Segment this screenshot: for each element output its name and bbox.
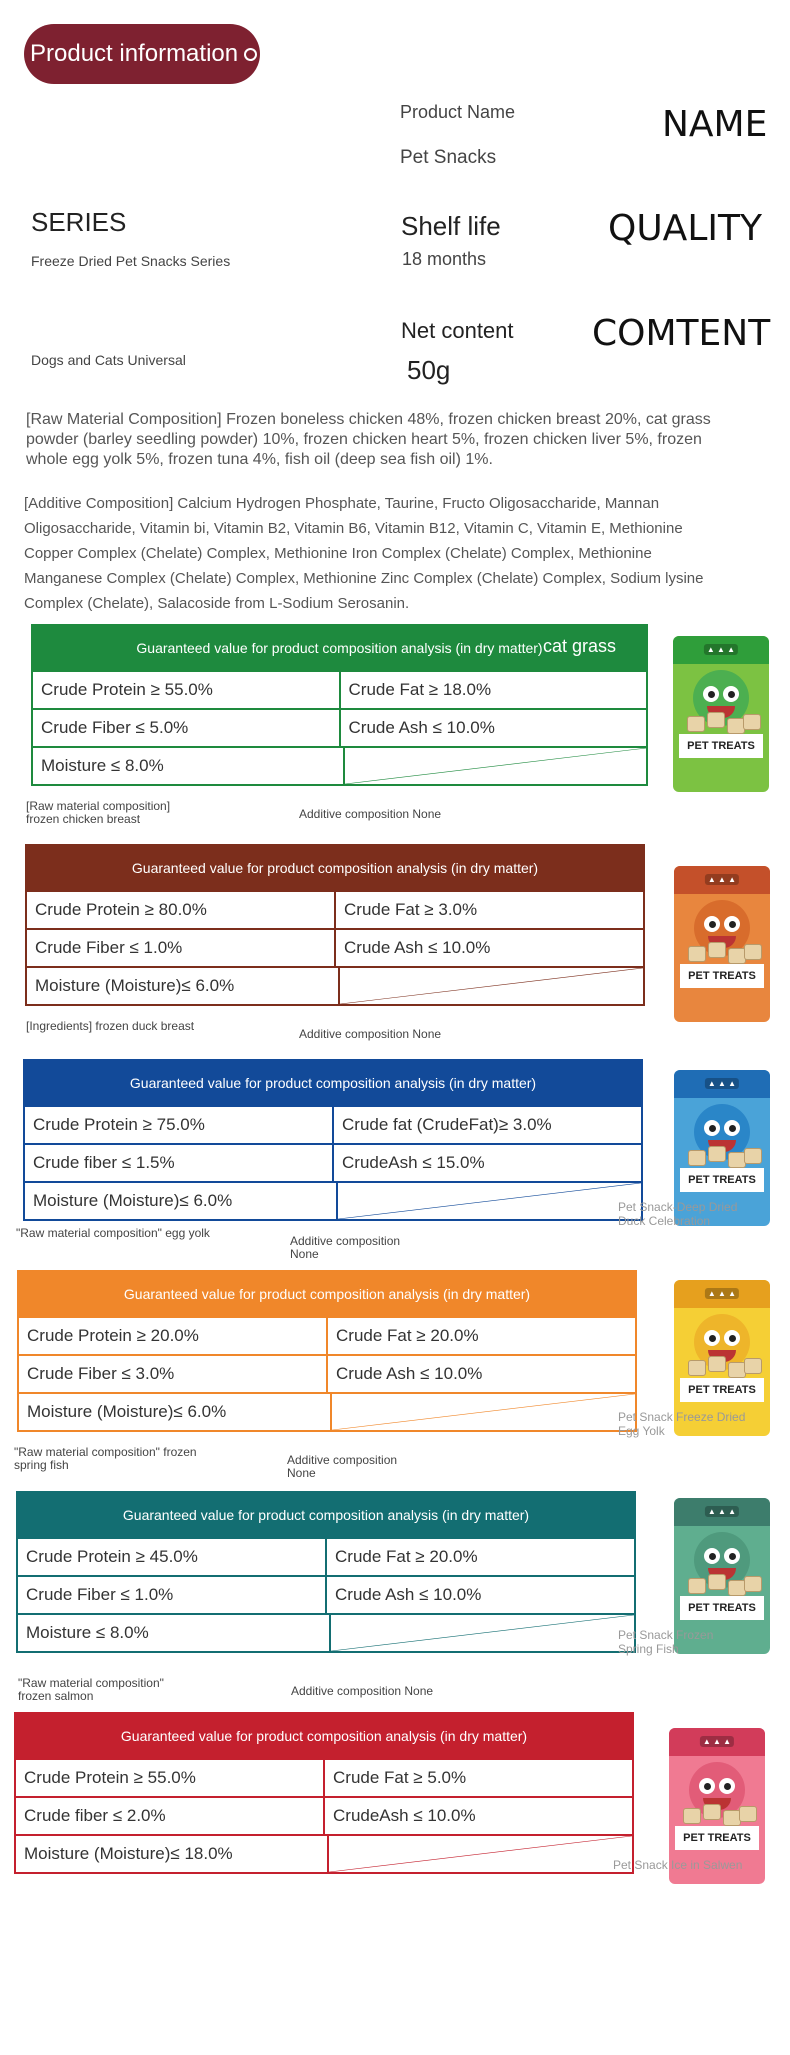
raw-material-note: [Raw material composition] frozen chicken breast bbox=[26, 799, 171, 826]
crude-fat-cell: Crude Fat ≥ 18.0% bbox=[339, 672, 647, 708]
analysis-table bbox=[14, 1712, 634, 1874]
table-header-text: Guaranteed value for product composition analysis (in dry matter) bbox=[120, 1728, 528, 1744]
treat-chunks bbox=[684, 1356, 760, 1378]
table-header-text: Guaranteed value for product composition analysis (in dry matter) bbox=[129, 1075, 537, 1091]
table-row bbox=[19, 1354, 635, 1392]
pet-treats-label: PET TREATS bbox=[675, 1826, 759, 1850]
crude-fiber-cell: Crude Fiber ≤ 5.0% bbox=[41, 718, 189, 737]
table-row bbox=[27, 928, 643, 966]
brand-logo: ▲ ▲ ▲ bbox=[704, 644, 738, 655]
empty-diagonal-cell bbox=[338, 968, 643, 1004]
eye-icon bbox=[699, 1778, 715, 1794]
raw-material-composition: [Raw Material Composition] Frozen boneless chicken 48%, frozen chicken breast 20%, cat grass powder (barley seedling powder) 10%, frozen chicken heart 5%, frozen chicken liver 5%, frozen whole egg yolk 5%, frozen tuna 4%, fish oil (deep sea fish oil) 1%. bbox=[26, 411, 711, 468]
pet-treats-label: PET TREATS bbox=[679, 734, 763, 758]
table-row bbox=[33, 746, 646, 784]
brand-logo: ▲ ▲ ▲ bbox=[705, 1078, 739, 1089]
product-name-label: Product Name bbox=[400, 102, 516, 122]
moisture-cell: Moisture ≤ 8.0% bbox=[26, 1623, 149, 1642]
eye-icon bbox=[704, 1120, 720, 1136]
treat-chunk bbox=[739, 1806, 757, 1822]
table-row bbox=[16, 1834, 632, 1872]
eye-icon bbox=[724, 916, 740, 932]
suitable-value: Dogs and Cats Universal bbox=[31, 352, 186, 368]
eye-icon bbox=[704, 916, 720, 932]
additive-note: Additive composition None bbox=[299, 807, 442, 821]
product-information-banner bbox=[24, 24, 260, 84]
crude-fat-cell: Crude Fat ≥ 5.0% bbox=[323, 1760, 632, 1796]
treat-chunks bbox=[684, 942, 760, 964]
shelf-life-value: 18 months bbox=[402, 249, 487, 269]
crude-fiber-cell: Crude Fiber ≤ 1.0% bbox=[35, 938, 183, 957]
crude-ash-cell: CrudeAsh ≤ 15.0% bbox=[332, 1145, 641, 1181]
treat-chunk bbox=[708, 1356, 726, 1372]
series-heading: SERIES bbox=[31, 207, 127, 237]
empty-diagonal-cell bbox=[336, 1183, 641, 1219]
table-row bbox=[25, 1143, 641, 1181]
crude-protein-cell: Crude Protein ≥ 20.0% bbox=[27, 1326, 199, 1345]
treat-chunk bbox=[708, 1574, 726, 1590]
eye-icon bbox=[724, 1330, 740, 1346]
diagonal-line bbox=[332, 1394, 635, 1430]
crude-fat-cell: Crude fat (CrudeFat)≥ 3.0% bbox=[332, 1107, 641, 1143]
analysis-table bbox=[25, 844, 645, 1006]
table-header bbox=[19, 1272, 635, 1316]
analysis-table bbox=[31, 624, 648, 786]
moisture-cell: Moisture (Moisture)≤ 6.0% bbox=[35, 976, 235, 995]
treat-chunk bbox=[743, 714, 761, 730]
table-row bbox=[18, 1575, 634, 1613]
table-tag: cat grass bbox=[542, 636, 616, 656]
table-header bbox=[18, 1493, 634, 1537]
table-header bbox=[16, 1714, 632, 1758]
diagonal-line bbox=[340, 968, 643, 1004]
content-heading: COMTENT bbox=[592, 313, 771, 354]
moisture-cell: Moisture (Moisture)≤ 6.0% bbox=[33, 1191, 233, 1210]
product-package-image bbox=[674, 866, 770, 1022]
pet-treats-label: PET TREATS bbox=[680, 1378, 764, 1402]
pet-treats-label: PET TREATS bbox=[680, 1596, 764, 1620]
treat-chunk bbox=[744, 1358, 762, 1374]
table-row bbox=[27, 966, 643, 1004]
series-value: Freeze Dried Pet Snacks Series bbox=[31, 253, 231, 269]
quality-heading: QUALITY bbox=[608, 208, 762, 249]
table-header bbox=[27, 846, 643, 890]
raw-material-note: "Raw material composition" frozen salmon bbox=[18, 1676, 164, 1703]
product-name-value: Pet Snacks bbox=[400, 147, 497, 168]
table-row bbox=[19, 1316, 635, 1354]
table-row bbox=[33, 670, 646, 708]
eye-icon bbox=[704, 1548, 720, 1564]
banner-title: Product information bbox=[30, 40, 239, 67]
diagonal-line bbox=[329, 1836, 632, 1872]
crude-fiber-cell: Crude fiber ≤ 2.0% bbox=[24, 1806, 166, 1825]
crude-fat-cell: Crude Fat ≥ 3.0% bbox=[334, 892, 643, 928]
treat-chunk bbox=[708, 1146, 726, 1162]
eye-icon bbox=[724, 1548, 740, 1564]
table-header-text: Guaranteed value for product composition analysis (in dry matter) bbox=[131, 860, 539, 876]
table-row bbox=[33, 708, 646, 746]
shelf-life-label: Shelf life bbox=[401, 211, 501, 241]
analysis-table bbox=[17, 1270, 637, 1432]
eye-icon bbox=[719, 1778, 735, 1794]
table-header bbox=[33, 626, 646, 670]
raw-material-note: [Ingredients] frozen duck breast bbox=[26, 1019, 195, 1033]
package-caption-overlay: Pet Snack Freeze Dried Egg Yolk bbox=[618, 1410, 746, 1438]
crude-ash-cell: Crude Ash ≤ 10.0% bbox=[325, 1577, 634, 1613]
additive-composition: [Additive Composition] Calcium Hydrogen Phosphate, Taurine, Fructo Oligosaccharide, Mannan Oligosaccharide, Vitamin bi, Vitamin B2, Vitamin B6, Vitamin B12, Vitamin C, Vitamin E, Methionine Copper Complex (Chelate) Complex, Methionine Iron Complex (Chelate) Complex, Methionine Manganese Complex (Chelate) Complex, Methionine Zinc Complex (Chelate) Complex, Sodium lysine Complex (Chelate), Salacoside from L-Sodium Serosanin. bbox=[24, 495, 704, 612]
eye-icon bbox=[723, 686, 739, 702]
table-header-text: Guaranteed value for product composition analysis (in dry matter) bbox=[136, 640, 543, 656]
eye-icon bbox=[724, 1120, 740, 1136]
package-caption-overlay: Pet Snack-Deep Dried Duck Celebration bbox=[618, 1200, 738, 1228]
moisture-cell: Moisture (Moisture)≤ 6.0% bbox=[27, 1402, 227, 1421]
empty-diagonal-cell bbox=[330, 1394, 635, 1430]
moisture-cell: Moisture (Moisture)≤ 18.0% bbox=[24, 1844, 233, 1863]
treat-chunk bbox=[744, 944, 762, 960]
additive-note: Additive composition None bbox=[291, 1684, 434, 1698]
crude-protein-cell: Crude Protein ≥ 80.0% bbox=[35, 900, 207, 919]
treat-chunk bbox=[688, 946, 706, 962]
circle-icon bbox=[244, 48, 257, 61]
crude-ash-cell: Crude Ash ≤ 10.0% bbox=[334, 930, 643, 966]
crude-fat-cell: Crude Fat ≥ 20.0% bbox=[325, 1539, 634, 1575]
treat-chunk bbox=[683, 1808, 701, 1824]
brand-logo: ▲ ▲ ▲ bbox=[700, 1736, 734, 1747]
table-header bbox=[25, 1061, 641, 1105]
brand-logo: ▲ ▲ ▲ bbox=[705, 874, 739, 885]
crude-protein-cell: Crude Protein ≥ 55.0% bbox=[24, 1768, 196, 1787]
crude-fat-cell: Crude Fat ≥ 20.0% bbox=[326, 1318, 635, 1354]
diagonal-line bbox=[338, 1183, 641, 1219]
diagonal-line bbox=[331, 1615, 634, 1651]
brand-logo: ▲ ▲ ▲ bbox=[705, 1506, 739, 1517]
table-row bbox=[16, 1758, 632, 1796]
table-row bbox=[16, 1796, 632, 1834]
diagonal-line bbox=[345, 748, 647, 784]
treat-chunks bbox=[679, 1804, 755, 1826]
treat-chunk bbox=[688, 1150, 706, 1166]
crude-protein-cell: Crude Protein ≥ 75.0% bbox=[33, 1115, 205, 1134]
raw-material-note: "Raw material composition" frozen spring fish bbox=[14, 1445, 197, 1472]
additive-note: Additive composition None bbox=[299, 1027, 442, 1041]
crude-ash-cell: Crude Ash ≤ 10.0% bbox=[326, 1356, 635, 1392]
analysis-table bbox=[23, 1059, 643, 1221]
additive-note: Additive composition None bbox=[290, 1234, 401, 1261]
treat-chunk bbox=[707, 712, 725, 728]
moisture-cell: Moisture ≤ 8.0% bbox=[41, 756, 164, 775]
package-caption-overlay: Pet Snack Ice in Salwen bbox=[613, 1858, 743, 1872]
table-row bbox=[27, 890, 643, 928]
treat-chunks bbox=[683, 712, 759, 734]
treat-chunk bbox=[687, 716, 705, 732]
crude-fiber-cell: Crude Fiber ≤ 3.0% bbox=[27, 1364, 175, 1383]
empty-diagonal-cell bbox=[327, 1836, 632, 1872]
crude-ash-cell: CrudeAsh ≤ 10.0% bbox=[323, 1798, 632, 1834]
table-row bbox=[18, 1537, 634, 1575]
package-caption-overlay: Pet Snack Frozen Spring Fish bbox=[618, 1628, 714, 1656]
crude-protein-cell: Crude Protein ≥ 45.0% bbox=[26, 1547, 198, 1566]
empty-diagonal-cell bbox=[343, 748, 647, 784]
treat-chunk bbox=[744, 1148, 762, 1164]
table-header-text: Guaranteed value for product composition analysis (in dry matter) bbox=[122, 1507, 530, 1523]
pet-treats-label: PET TREATS bbox=[680, 964, 764, 988]
product-package-image bbox=[673, 636, 769, 792]
crude-fiber-cell: Crude Fiber ≤ 1.0% bbox=[26, 1585, 174, 1604]
table-header-text: Guaranteed value for product composition analysis (in dry matter) bbox=[123, 1286, 531, 1302]
analysis-table bbox=[16, 1491, 636, 1653]
table-row bbox=[25, 1181, 641, 1219]
table-row bbox=[19, 1392, 635, 1430]
treat-chunks bbox=[684, 1146, 760, 1168]
net-content-label: Net content bbox=[401, 318, 514, 343]
eye-icon bbox=[703, 686, 719, 702]
name-heading: NAME bbox=[662, 104, 768, 145]
net-content-value: 50g bbox=[407, 355, 451, 385]
treat-chunk bbox=[703, 1804, 721, 1820]
additive-note: Additive composition None bbox=[287, 1453, 398, 1480]
eye-icon bbox=[704, 1330, 720, 1346]
crude-ash-cell: Crude Ash ≤ 10.0% bbox=[339, 710, 647, 746]
raw-material-note: "Raw material composition" egg yolk bbox=[16, 1226, 210, 1240]
treat-chunks bbox=[684, 1574, 760, 1596]
treat-chunk bbox=[688, 1578, 706, 1594]
brand-logo: ▲ ▲ ▲ bbox=[705, 1288, 739, 1299]
crude-protein-cell: Crude Protein ≥ 55.0% bbox=[41, 680, 213, 699]
treat-chunk bbox=[708, 942, 726, 958]
treat-chunk bbox=[744, 1576, 762, 1592]
pet-treats-label: PET TREATS bbox=[680, 1168, 764, 1192]
table-row bbox=[25, 1105, 641, 1143]
empty-diagonal-cell bbox=[329, 1615, 634, 1651]
crude-fiber-cell: Crude fiber ≤ 1.5% bbox=[33, 1153, 175, 1172]
treat-chunk bbox=[688, 1360, 706, 1376]
table-row bbox=[18, 1613, 634, 1651]
